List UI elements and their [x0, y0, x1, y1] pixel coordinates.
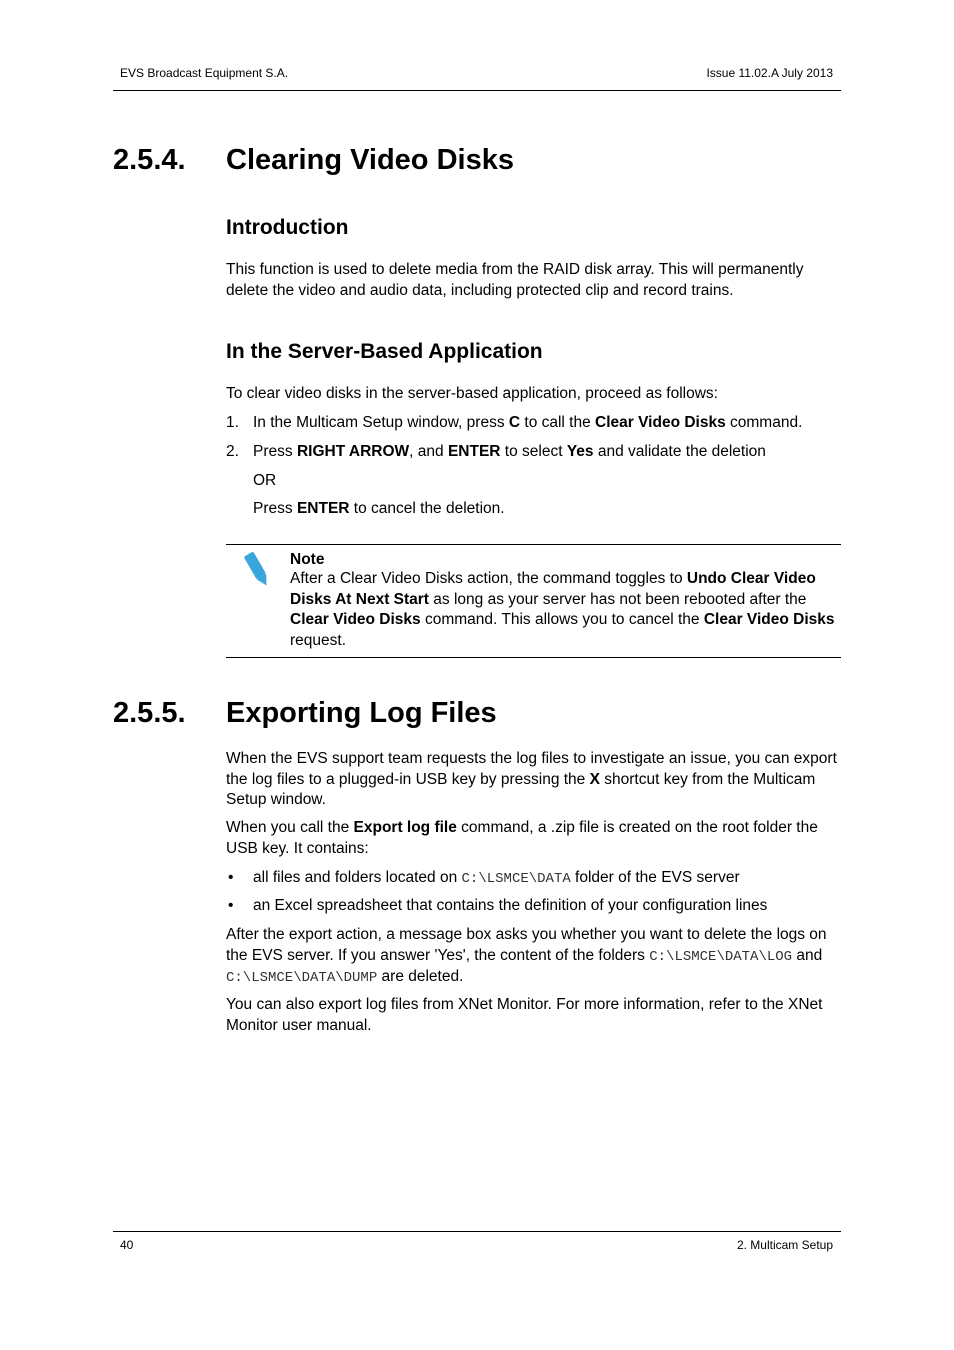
export-paragraph-3: After the export action, a message box asks you whether you want to delete the logs on the EVS server. If you answer 'Yes', the content of the folders C:\LSMCE\DATA\LOG and C:\LSMCE\DATA\DUMP are deleted.: [226, 926, 827, 986]
section-title-255: Exporting Log Files: [226, 697, 497, 729]
footer-divider: [113, 1231, 841, 1232]
introduction-text: This function is used to delete media from the RAID disk array. This will permanently delete the video and audio data, including protected clip and record trains.: [226, 261, 804, 299]
bullet-marker: •: [228, 869, 234, 886]
section-number-254: 2.5.4.: [113, 144, 186, 176]
server-application-heading: In the Server-Based Application: [226, 340, 543, 363]
header-issue: Issue 11.02.A July 2013: [706, 66, 833, 80]
export-paragraph-1: When the EVS support team requests the log files to investigate an issue, you can export the log files to a plugged-in USB key by pressing the X shortcut key from the Multicam Setup window.: [226, 750, 837, 808]
server-application-intro: To clear video disks in the server-based application, proceed as follows:: [226, 385, 718, 402]
step-1-number: 1.: [226, 414, 239, 431]
step-2-alternative: Press ENTER to cancel the deletion.: [253, 500, 505, 517]
note-title: Note: [290, 551, 325, 568]
step-1-text: In the Multicam Setup window, press C to call the Clear Video Disks command.: [253, 414, 803, 431]
header-divider: [113, 90, 841, 91]
code-path: C:\LSMCE\DATA\LOG: [649, 948, 793, 965]
bullet-item-2: an Excel spreadsheet that contains the definition of your configuration lines: [253, 897, 768, 914]
export-paragraph-4: You can also export log files from XNet Monitor. For more information, refer to the XNet Monitor user manual.: [226, 996, 823, 1034]
code-path: C:\LSMCE\DATA: [461, 871, 571, 887]
footer-chapter: 2. Multicam Setup: [736, 1238, 833, 1252]
note-body: After a Clear Video Disks action, the command toggles to Undo Clear Video Disks At Next Start as long as your server has not been rebooted after the Clear Video Disks command. This allows you to cancel the Clear Video Disks request.: [290, 570, 835, 649]
code-path: C:\LSMCE\DATA\DUMP: [226, 970, 378, 986]
bullet-item-1: all files and folders located on C:\LSMCE\DATA folder of the EVS server: [253, 869, 740, 887]
step-2-number: 2.: [226, 443, 239, 460]
introduction-heading: Introduction: [226, 216, 349, 239]
step-2-text: Press RIGHT ARROW, and ENTER to select Yes and validate the deletion: [253, 443, 766, 460]
bullet-marker: •: [228, 897, 234, 914]
pencil-note-icon: [240, 550, 274, 590]
section-title-254: Clearing Video Disks: [226, 144, 514, 176]
export-paragraph-2: When you call the Export log file command, a .zip file is created on the root folder the USB key. It contains:: [226, 819, 818, 857]
step-2-or: OR: [253, 472, 277, 489]
footer-page-number: 40: [120, 1238, 134, 1252]
note-top-rule: [226, 544, 841, 545]
section-number-255: 2.5.5.: [113, 697, 186, 729]
header-company: EVS Broadcast Equipment S.A.: [120, 66, 289, 80]
note-bottom-rule: [226, 657, 841, 658]
